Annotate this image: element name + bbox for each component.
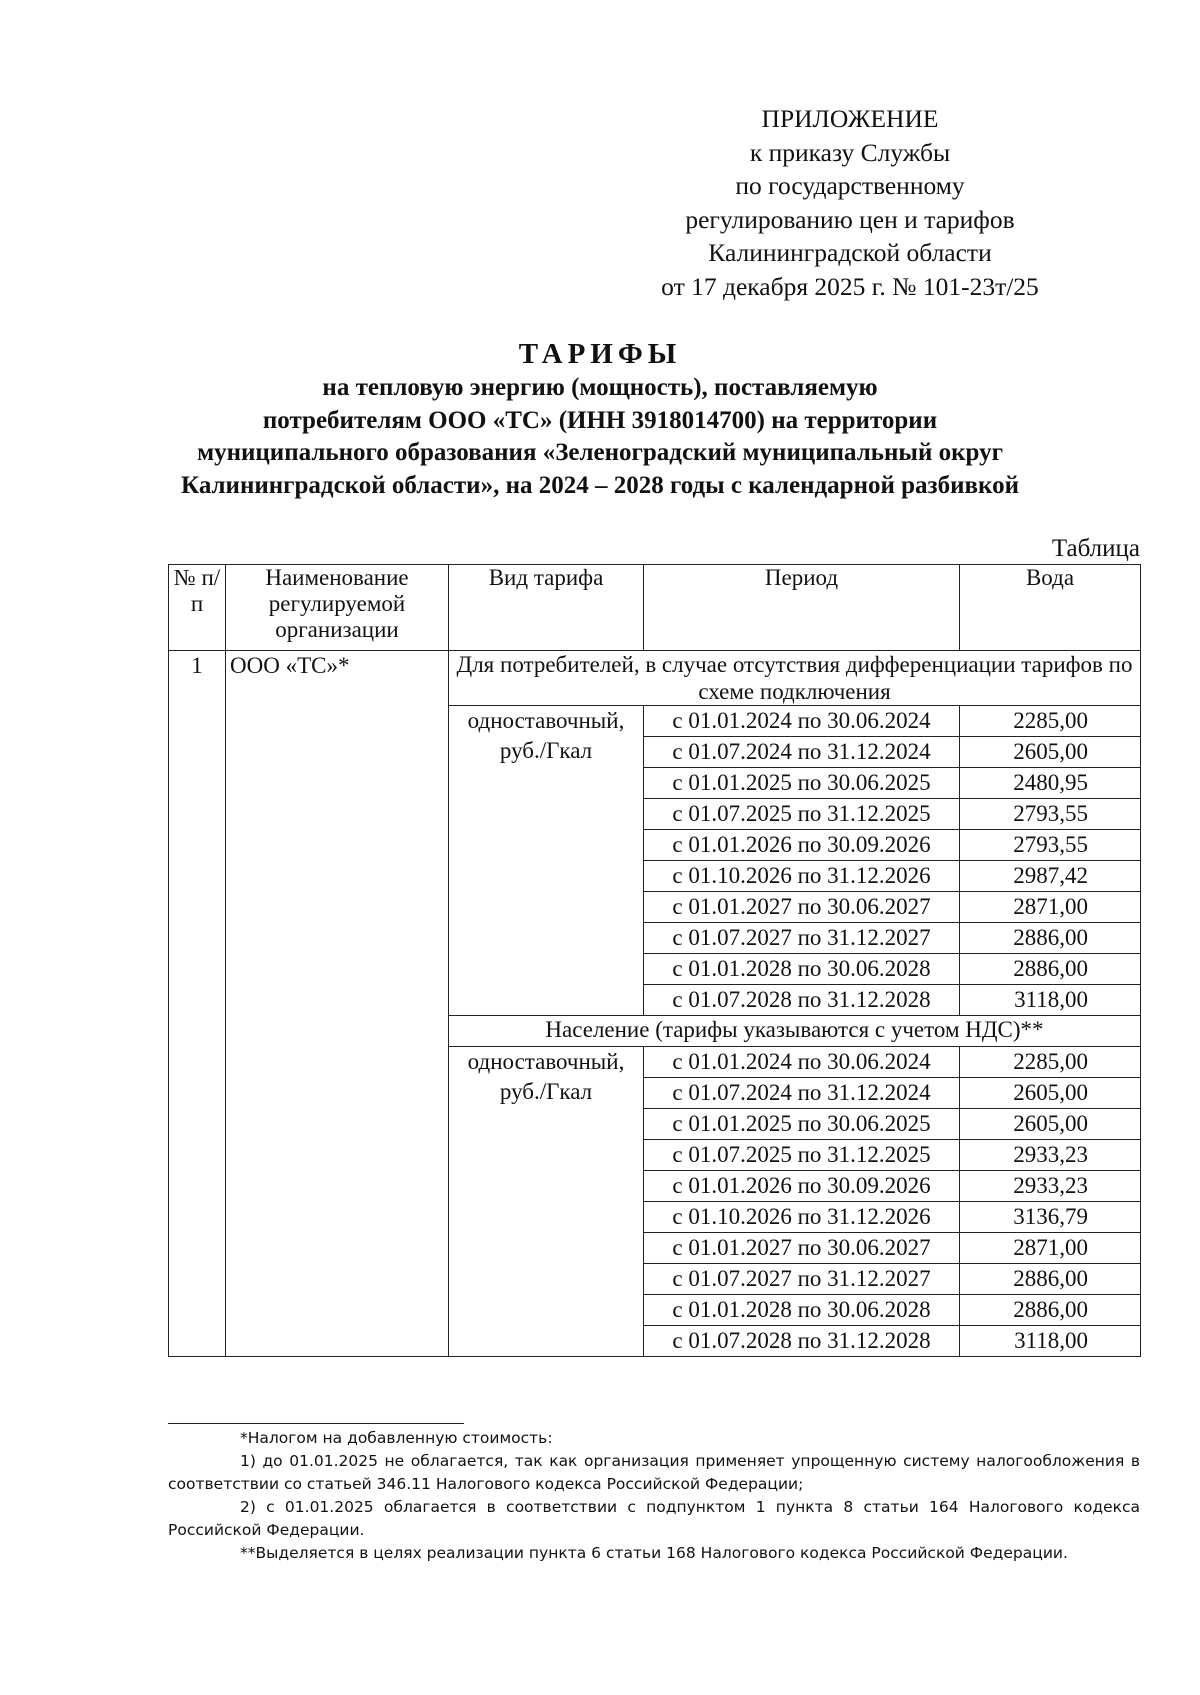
period-cell: с 01.07.2024 по 31.12.2024 <box>644 1078 960 1109</box>
footnote-population: **Выделяется в целях реализации пункта 6 статьи 168 Налогового кодекса Российской Федерации. <box>240 1544 1068 1562</box>
period-cell: с 01.07.2027 по 31.12.2027 <box>644 923 960 954</box>
period-cell: с 01.01.2025 по 30.06.2025 <box>644 1109 960 1140</box>
header-water: Вода <box>960 565 1141 651</box>
water-tariff-value: 2933,23 <box>960 1140 1141 1171</box>
appendix-line: регулированию цен и тарифов <box>685 204 1015 234</box>
table-label: Таблица <box>1051 535 1140 562</box>
footnotes <box>168 1427 1140 1565</box>
title-line: Калининградской области», на 2024 – 2028 годы с календарной разбивкой <box>181 471 1019 499</box>
water-tariff-value: 3118,00 <box>960 985 1141 1016</box>
appendix-line: по государственному <box>735 171 965 200</box>
period-cell: с 01.01.2024 по 30.06.2024 <box>644 1047 960 1078</box>
water-tariff-value: 2871,00 <box>960 1233 1141 1264</box>
period-cell: с 01.10.2026 по 31.12.2026 <box>644 861 960 892</box>
appendix-line: Калининградской области <box>708 238 992 267</box>
appendix-order-date: от 17 декабря 2025 г. № 101-23т/25 <box>661 271 1039 301</box>
water-tariff-value: 2871,00 <box>960 892 1141 923</box>
period-cell: с 01.07.2024 по 31.12.2024 <box>644 737 960 768</box>
period-cell: с 01.10.2026 по 31.12.2026 <box>644 1202 960 1233</box>
tariff-type: одноставочный, руб./Гкал <box>449 1047 644 1357</box>
group-header-row <box>169 651 1141 706</box>
table-header-row <box>169 565 1141 651</box>
water-tariff-value: 2605,00 <box>960 737 1141 768</box>
period-cell: с 01.01.2026 по 30.09.2026 <box>644 1171 960 1202</box>
water-tariff-value: 3136,79 <box>960 1202 1141 1233</box>
period-cell: с 01.07.2027 по 31.12.2027 <box>644 1264 960 1295</box>
title-line: муниципального образования «Зеленоградский муниципальный округ <box>197 439 1003 466</box>
footnote-vat: *Налогом на добавленную стоимость: <box>240 1429 553 1447</box>
period-cell: с 01.01.2028 по 30.06.2028 <box>644 954 960 985</box>
title-line: потребителям ООО «ТС» (ИНН 3918014700) на территории <box>262 406 938 434</box>
appendix-header <box>640 102 1060 303</box>
period-cell: с 01.07.2025 по 31.12.2025 <box>644 1140 960 1171</box>
appendix-line: к приказу Службы <box>749 137 951 167</box>
title-line: на тепловую энергию (мощность), поставляемую <box>322 374 878 401</box>
water-tariff-value: 2793,55 <box>960 799 1141 830</box>
period-cell: с 01.01.2026 по 30.09.2026 <box>644 830 960 861</box>
consumer-group-title: Население (тарифы указываются с учетом НДС)** <box>449 1016 1141 1047</box>
period-cell: с 01.07.2028 по 31.12.2028 <box>644 1326 960 1357</box>
footnote-vat-item: 1) до 01.01.2025 не облагается, так как организация применяет упрощенную систему налогообложения в соответствии со статьей 346.11 Налогового кодекса Российской Федерации; <box>168 1452 1140 1493</box>
document-title <box>150 336 1050 502</box>
row-number: 1 <box>169 651 226 1357</box>
period-cell: с 01.01.2027 по 30.06.2027 <box>644 1233 960 1264</box>
water-tariff-value: 2793,55 <box>960 830 1141 861</box>
water-tariff-value: 2285,00 <box>960 706 1141 737</box>
footnote-divider <box>168 1423 464 1424</box>
water-tariff-value: 2933,23 <box>960 1171 1141 1202</box>
water-tariff-value: 2605,00 <box>960 1078 1141 1109</box>
water-tariff-value: 2886,00 <box>960 923 1141 954</box>
tariff-type: одноставочный, руб./Гкал <box>449 706 644 1016</box>
footnote-vat-item: 2) с 01.01.2025 облагается в соответствии с подпунктом 1 пункта 8 статьи 164 Налогового кодекса Российской Федерации. <box>168 1498 1140 1539</box>
water-tariff-value: 3118,00 <box>960 1326 1141 1357</box>
water-tariff-value: 2605,00 <box>960 1109 1141 1140</box>
header-tariff-type: Вид тарифа <box>449 565 644 651</box>
title-main: ТАРИФЫ <box>518 338 682 370</box>
organization-name: ООО «ТС»* <box>226 651 449 1357</box>
water-tariff-value: 2886,00 <box>960 1264 1141 1295</box>
period-cell: с 01.07.2028 по 31.12.2028 <box>644 985 960 1016</box>
water-tariff-value: 2886,00 <box>960 1295 1141 1326</box>
tariffs-table <box>168 564 1141 1357</box>
header-org: Наименование регулируемой организации <box>226 565 449 651</box>
period-cell: с 01.01.2027 по 30.06.2027 <box>644 892 960 923</box>
water-tariff-value: 2886,00 <box>960 954 1141 985</box>
period-cell: с 01.07.2025 по 31.12.2025 <box>644 799 960 830</box>
header-num: № п/п <box>169 565 226 651</box>
header-period: Период <box>644 565 960 651</box>
water-tariff-value: 2285,00 <box>960 1047 1141 1078</box>
water-tariff-value: 2480,95 <box>960 768 1141 799</box>
appendix-line: ПРИЛОЖЕНИЕ <box>761 104 939 133</box>
water-tariff-value: 2987,42 <box>960 861 1141 892</box>
consumer-group-title: Для потребителей, в случае отсутствия дифференциации тарифов по схеме подключения <box>449 651 1141 706</box>
period-cell: с 01.01.2024 по 30.06.2024 <box>644 706 960 737</box>
period-cell: с 01.01.2028 по 30.06.2028 <box>644 1295 960 1326</box>
period-cell: с 01.01.2025 по 30.06.2025 <box>644 768 960 799</box>
